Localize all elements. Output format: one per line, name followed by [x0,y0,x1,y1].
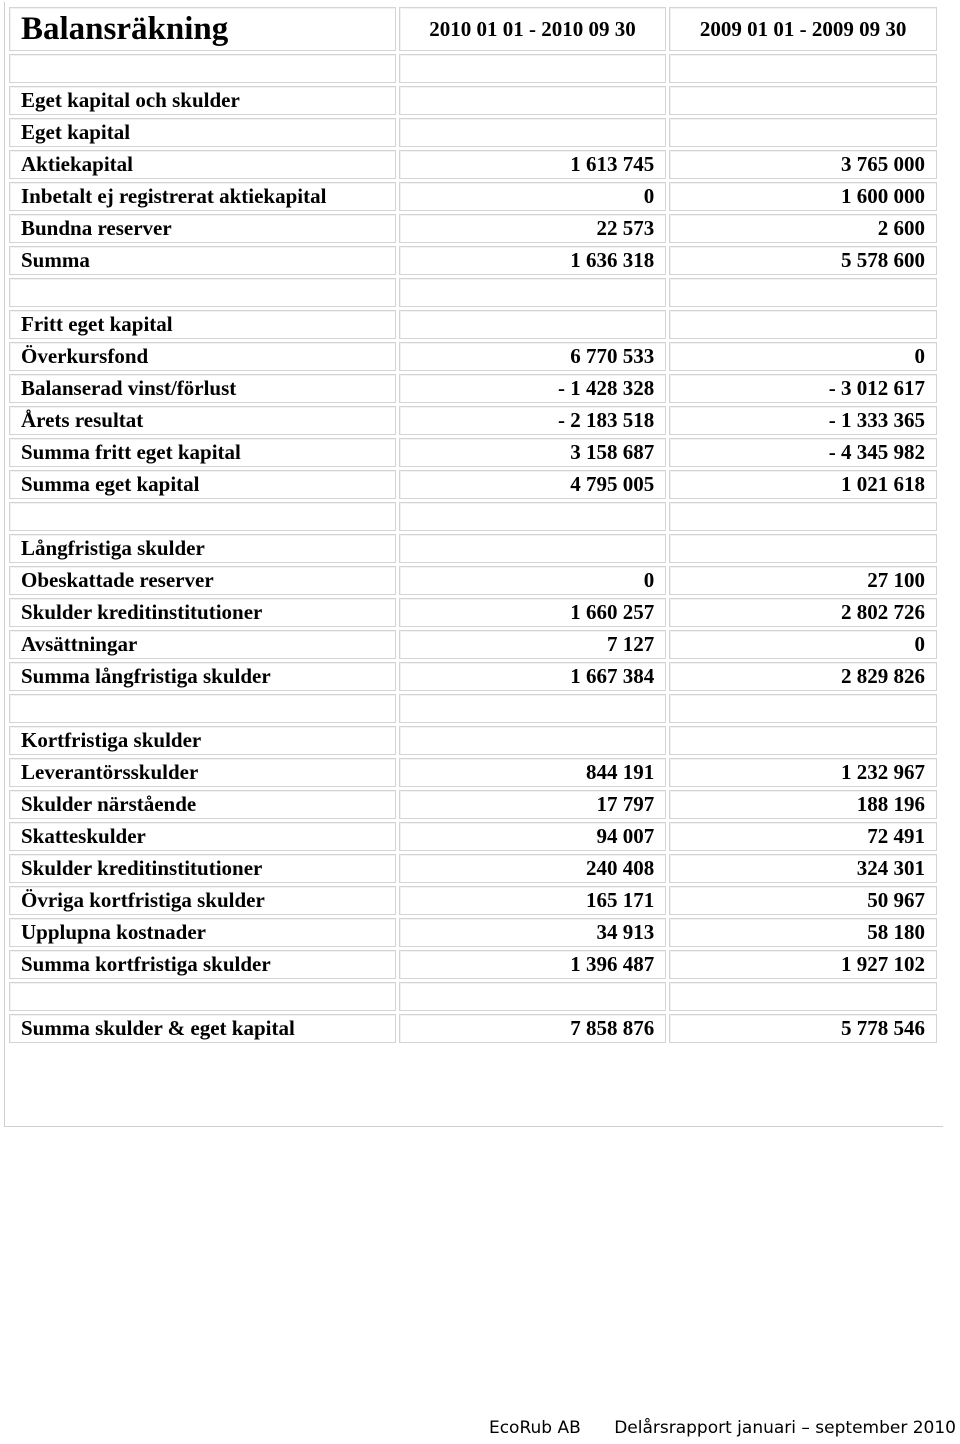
value-current [399,534,667,563]
value-current: 1 613 745 [399,150,667,179]
value-current: 1 667 384 [399,662,667,691]
sheet-title: Balansräkning [9,7,396,51]
row-label [9,278,396,307]
value-current: 34 913 [399,918,667,947]
table-row [9,726,937,755]
row-label: Summa kortfristiga skulder [9,950,396,979]
value-previous [669,694,937,723]
balance-sheet-table [6,4,940,1046]
table-row [9,438,937,467]
row-label: Summa [9,246,396,275]
table-row [9,982,937,1011]
value-previous: 2 802 726 [669,598,937,627]
value-current: 17 797 [399,790,667,819]
row-label: Skulder kreditinstitutioner [9,854,396,883]
value-previous: 3 765 000 [669,150,937,179]
value-previous: 27 100 [669,566,937,595]
value-current [399,694,667,723]
row-label: Aktiekapital [9,150,396,179]
row-label [9,982,396,1011]
row-label: Balanserad vinst/förlust [9,374,396,403]
value-previous: 58 180 [669,918,937,947]
page-footer [461,1418,956,1438]
value-current: 4 795 005 [399,470,667,499]
table-row [9,502,937,531]
value-previous: 2 600 [669,214,937,243]
footer-company: EcoRub AB [488,1418,581,1438]
row-label: Eget kapital och skulder [9,86,396,115]
value-current [399,982,667,1011]
table-row [9,1014,937,1043]
row-label: Skulder kreditinstitutioner [9,598,396,627]
period-current-header: 2010 01 01 - 2010 09 30 [399,7,667,51]
row-label: Leverantörsskulder [9,758,396,787]
value-current [399,86,667,115]
header-row [9,7,937,51]
table-row [9,758,937,787]
value-previous: 2 829 826 [669,662,937,691]
value-current: - 1 428 328 [399,374,667,403]
table-row [9,214,937,243]
table-row [9,182,937,211]
value-previous: - 3 012 617 [669,374,937,403]
table-row [9,406,937,435]
row-label: Eget kapital [9,118,396,147]
value-current [399,502,667,531]
value-current: 240 408 [399,854,667,883]
value-previous: 1 232 967 [669,758,937,787]
value-previous [669,726,937,755]
row-label: Summa långfristiga skulder [9,662,396,691]
value-previous: 324 301 [669,854,937,883]
table-row [9,374,937,403]
table-row [9,278,937,307]
value-current [399,310,667,339]
row-label: Skulder närstående [9,790,396,819]
row-label [9,694,396,723]
table-row [9,342,937,371]
table-row [9,790,937,819]
table-row [9,118,937,147]
row-label: Kortfristiga skulder [9,726,396,755]
value-previous: 0 [669,630,937,659]
value-current: 0 [399,182,667,211]
row-label [9,502,396,531]
value-current: 22 573 [399,214,667,243]
value-previous: 5 778 546 [669,1014,937,1043]
row-label: Inbetalt ej registrerat aktiekapital [9,182,396,211]
value-previous [669,86,937,115]
table-row [9,886,937,915]
value-current: 7 858 876 [399,1014,667,1043]
row-label: Upplupna kostnader [9,918,396,947]
value-previous: - 4 345 982 [669,438,937,467]
value-previous: 1 600 000 [669,182,937,211]
row-label: Skatteskulder [9,822,396,851]
table-row [9,630,937,659]
value-current: 94 007 [399,822,667,851]
value-previous: 0 [669,342,937,371]
value-current [399,54,667,83]
value-previous [669,982,937,1011]
value-current: 6 770 533 [399,342,667,371]
row-label: Bundna reserver [9,214,396,243]
value-previous: 1 927 102 [669,950,937,979]
value-current: 1 660 257 [399,598,667,627]
table-row [9,918,937,947]
table-row [9,150,937,179]
value-previous [669,278,937,307]
value-previous: 50 967 [669,886,937,915]
value-previous: 1 021 618 [669,470,937,499]
row-label: Obeskattade reserver [9,566,396,595]
table-row [9,470,937,499]
value-current: 1 636 318 [399,246,667,275]
table-row [9,246,937,275]
value-current: 844 191 [399,758,667,787]
table-row [9,662,937,691]
row-label: Långfristiga skulder [9,534,396,563]
value-current [399,278,667,307]
row-label: Summa skulder & eget kapital [9,1014,396,1043]
value-current: - 2 183 518 [399,406,667,435]
value-current: 1 396 487 [399,950,667,979]
value-previous [669,54,937,83]
row-label: Summa fritt eget kapital [9,438,396,467]
value-current [399,726,667,755]
row-label: Avsättningar [9,630,396,659]
value-current: 7 127 [399,630,667,659]
value-current: 3 158 687 [399,438,667,467]
footer-report: Delårsrapport januari – september 2010 [614,1418,956,1438]
table-row [9,822,937,851]
period-previous-header: 2009 01 01 - 2009 09 30 [669,7,937,51]
table-row [9,54,937,83]
value-previous [669,310,937,339]
value-current [399,118,667,147]
table-row [9,950,937,979]
row-label: Övriga kortfristiga skulder [9,886,396,915]
value-previous: 72 491 [669,822,937,851]
value-previous [669,534,937,563]
table-row [9,86,937,115]
table-row [9,694,937,723]
value-previous: 188 196 [669,790,937,819]
row-label: Fritt eget kapital [9,310,396,339]
value-previous [669,502,937,531]
table-row [9,566,937,595]
value-current: 165 171 [399,886,667,915]
table-row [9,310,937,339]
value-current: 0 [399,566,667,595]
row-label: Överkursfond [9,342,396,371]
table-row [9,534,937,563]
row-label: Årets resultat [9,406,396,435]
value-previous [669,118,937,147]
table-row [9,854,937,883]
value-previous: 5 578 600 [669,246,937,275]
row-label: Summa eget kapital [9,470,396,499]
value-previous: - 1 333 365 [669,406,937,435]
table-row [9,598,937,627]
row-label [9,54,396,83]
